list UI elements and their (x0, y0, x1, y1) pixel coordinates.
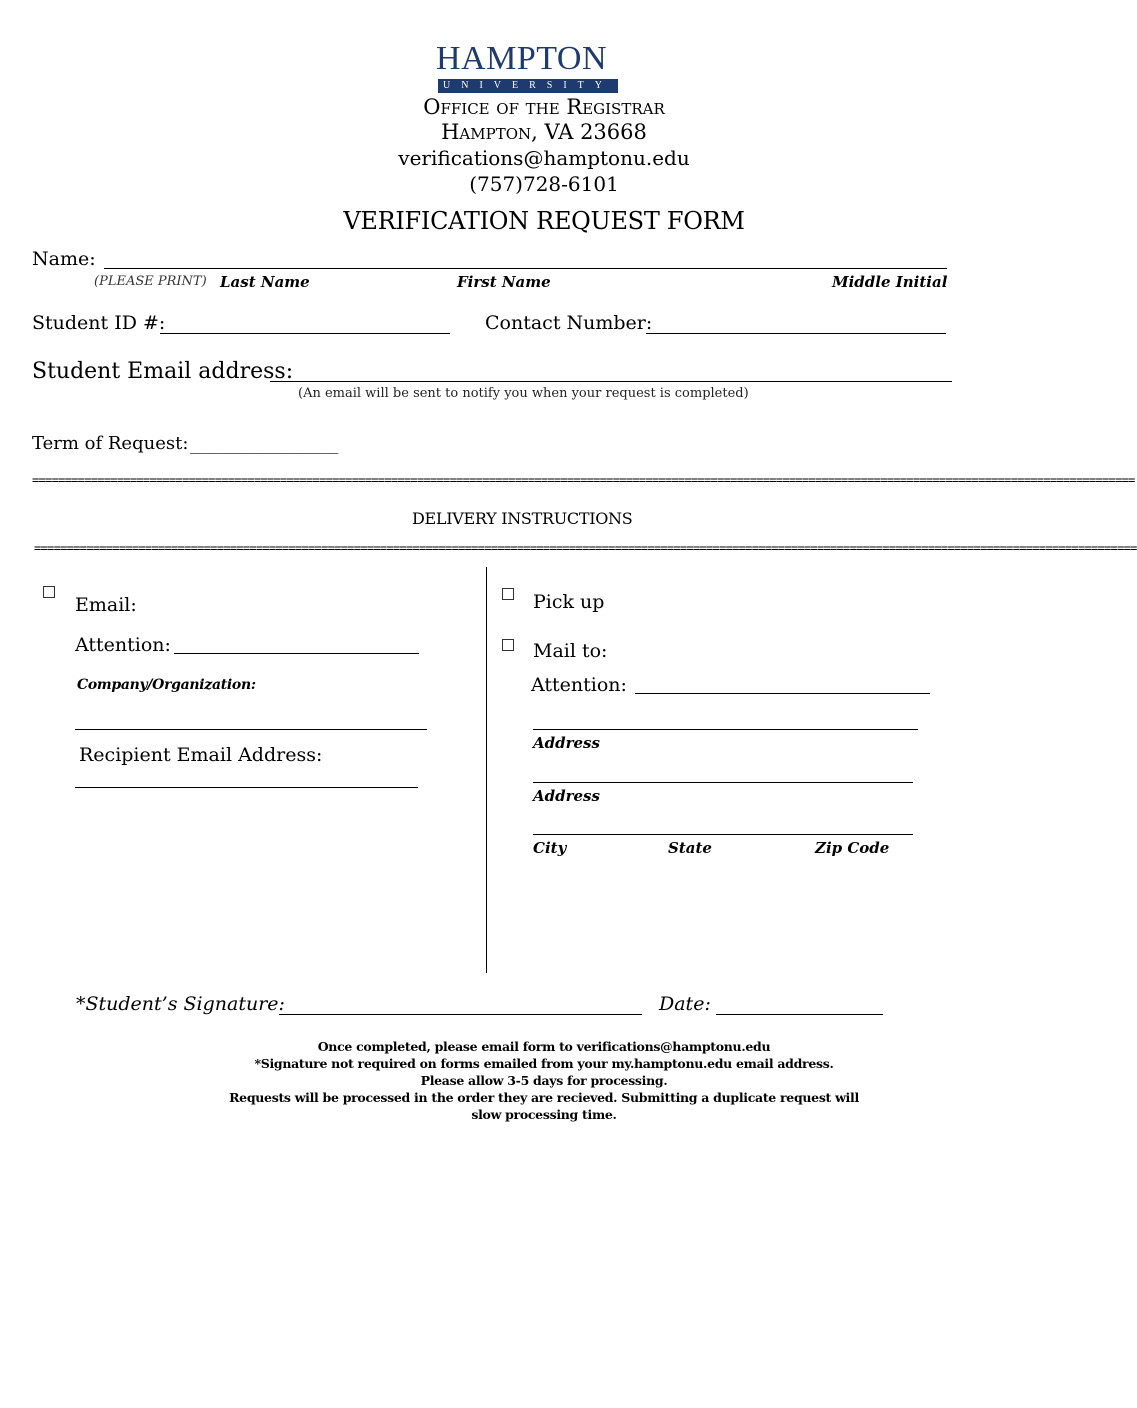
state-caption: State (668, 839, 712, 857)
signature-label: *Student’s Signature: (76, 993, 285, 1015)
company-organization-label: Company/Organization: (77, 677, 256, 693)
separator-top: ========================================================================================================================================================================= (32, 473, 1135, 487)
footer-line-1: Once completed, please email form to verifications@hamptonu.edu (317, 1039, 771, 1054)
contact-number-label: Contact Number: (485, 312, 653, 334)
recipient-email-label: Recipient Email Address: (79, 744, 323, 766)
mail-address2-caption: Address (533, 787, 600, 805)
email-option-checkbox[interactable] (43, 586, 55, 598)
form-title: VERIFICATION REQUEST FORM (343, 207, 745, 235)
office-address: Hampton, VA 23668 (441, 120, 647, 144)
mail-option-label: Mail to: (533, 640, 608, 662)
student-id-field[interactable] (160, 333, 450, 334)
student-email-label: Student Email address: (32, 359, 294, 384)
name-field[interactable] (104, 268, 947, 269)
logo-university-text: UNIVERSITY (443, 80, 613, 91)
student-email-note: (An email will be sent to notify you when your request is completed) (298, 386, 749, 401)
last-name-caption: Last Name (220, 273, 310, 291)
email-option-label: Email: (75, 594, 137, 616)
term-label: Term of Request: (32, 433, 189, 454)
city-caption: City (533, 839, 567, 857)
zip-code-caption: Zip Code (815, 839, 890, 857)
date-label: Date: (659, 993, 711, 1015)
mail-city-state-zip-field[interactable] (533, 834, 913, 835)
mail-address1-field[interactable] (533, 729, 918, 730)
mail-address1-caption: Address (533, 734, 600, 752)
delivery-heading: DELIVERY INSTRUCTIONS (412, 509, 633, 528)
footer-line-3: Please allow 3-5 days for processing. (420, 1073, 668, 1088)
pickup-option-label: Pick up (533, 591, 605, 613)
contact-number-field[interactable] (646, 333, 946, 334)
date-field[interactable] (716, 1014, 883, 1015)
mail-attention-label: Attention: (531, 674, 627, 696)
email-attention-field[interactable] (174, 653, 419, 654)
separator-bottom: ========================================================================================================================================================================= (34, 541, 1137, 555)
recipient-email-field[interactable] (75, 787, 418, 788)
mail-option-checkbox[interactable] (502, 639, 514, 651)
office-email: verifications@hamptonu.edu (398, 146, 690, 170)
office-name: Office of the Registrar (423, 95, 665, 119)
student-email-field[interactable] (270, 381, 952, 382)
pickup-option-checkbox[interactable] (502, 588, 514, 600)
footer-line-4: Requests will be processed in the order they are recieved. Submitting a duplicate request will (229, 1090, 859, 1105)
footer-line-5: slow processing time. (471, 1107, 617, 1122)
email-attention-label: Attention: (75, 634, 171, 656)
column-divider (486, 567, 487, 973)
signature-field[interactable] (279, 1014, 642, 1015)
student-id-label: Student ID #: (32, 312, 166, 334)
logo-wordmark: HAMPTON (436, 40, 608, 77)
mail-attention-field[interactable] (635, 693, 930, 694)
office-phone: (757)728-6101 (469, 172, 619, 196)
company-organization-field[interactable] (75, 729, 427, 730)
middle-initial-caption: Middle Initial (832, 273, 948, 291)
footer-line-2: *Signature not required on forms emailed from your my.hamptonu.edu email address. (254, 1056, 834, 1071)
term-field[interactable]: ___________________ (190, 435, 339, 454)
mail-address2-field[interactable] (533, 782, 913, 783)
first-name-caption: First Name (457, 273, 551, 291)
please-print-note: (PLEASE PRINT) (94, 274, 207, 289)
name-label: Name: (32, 248, 96, 270)
